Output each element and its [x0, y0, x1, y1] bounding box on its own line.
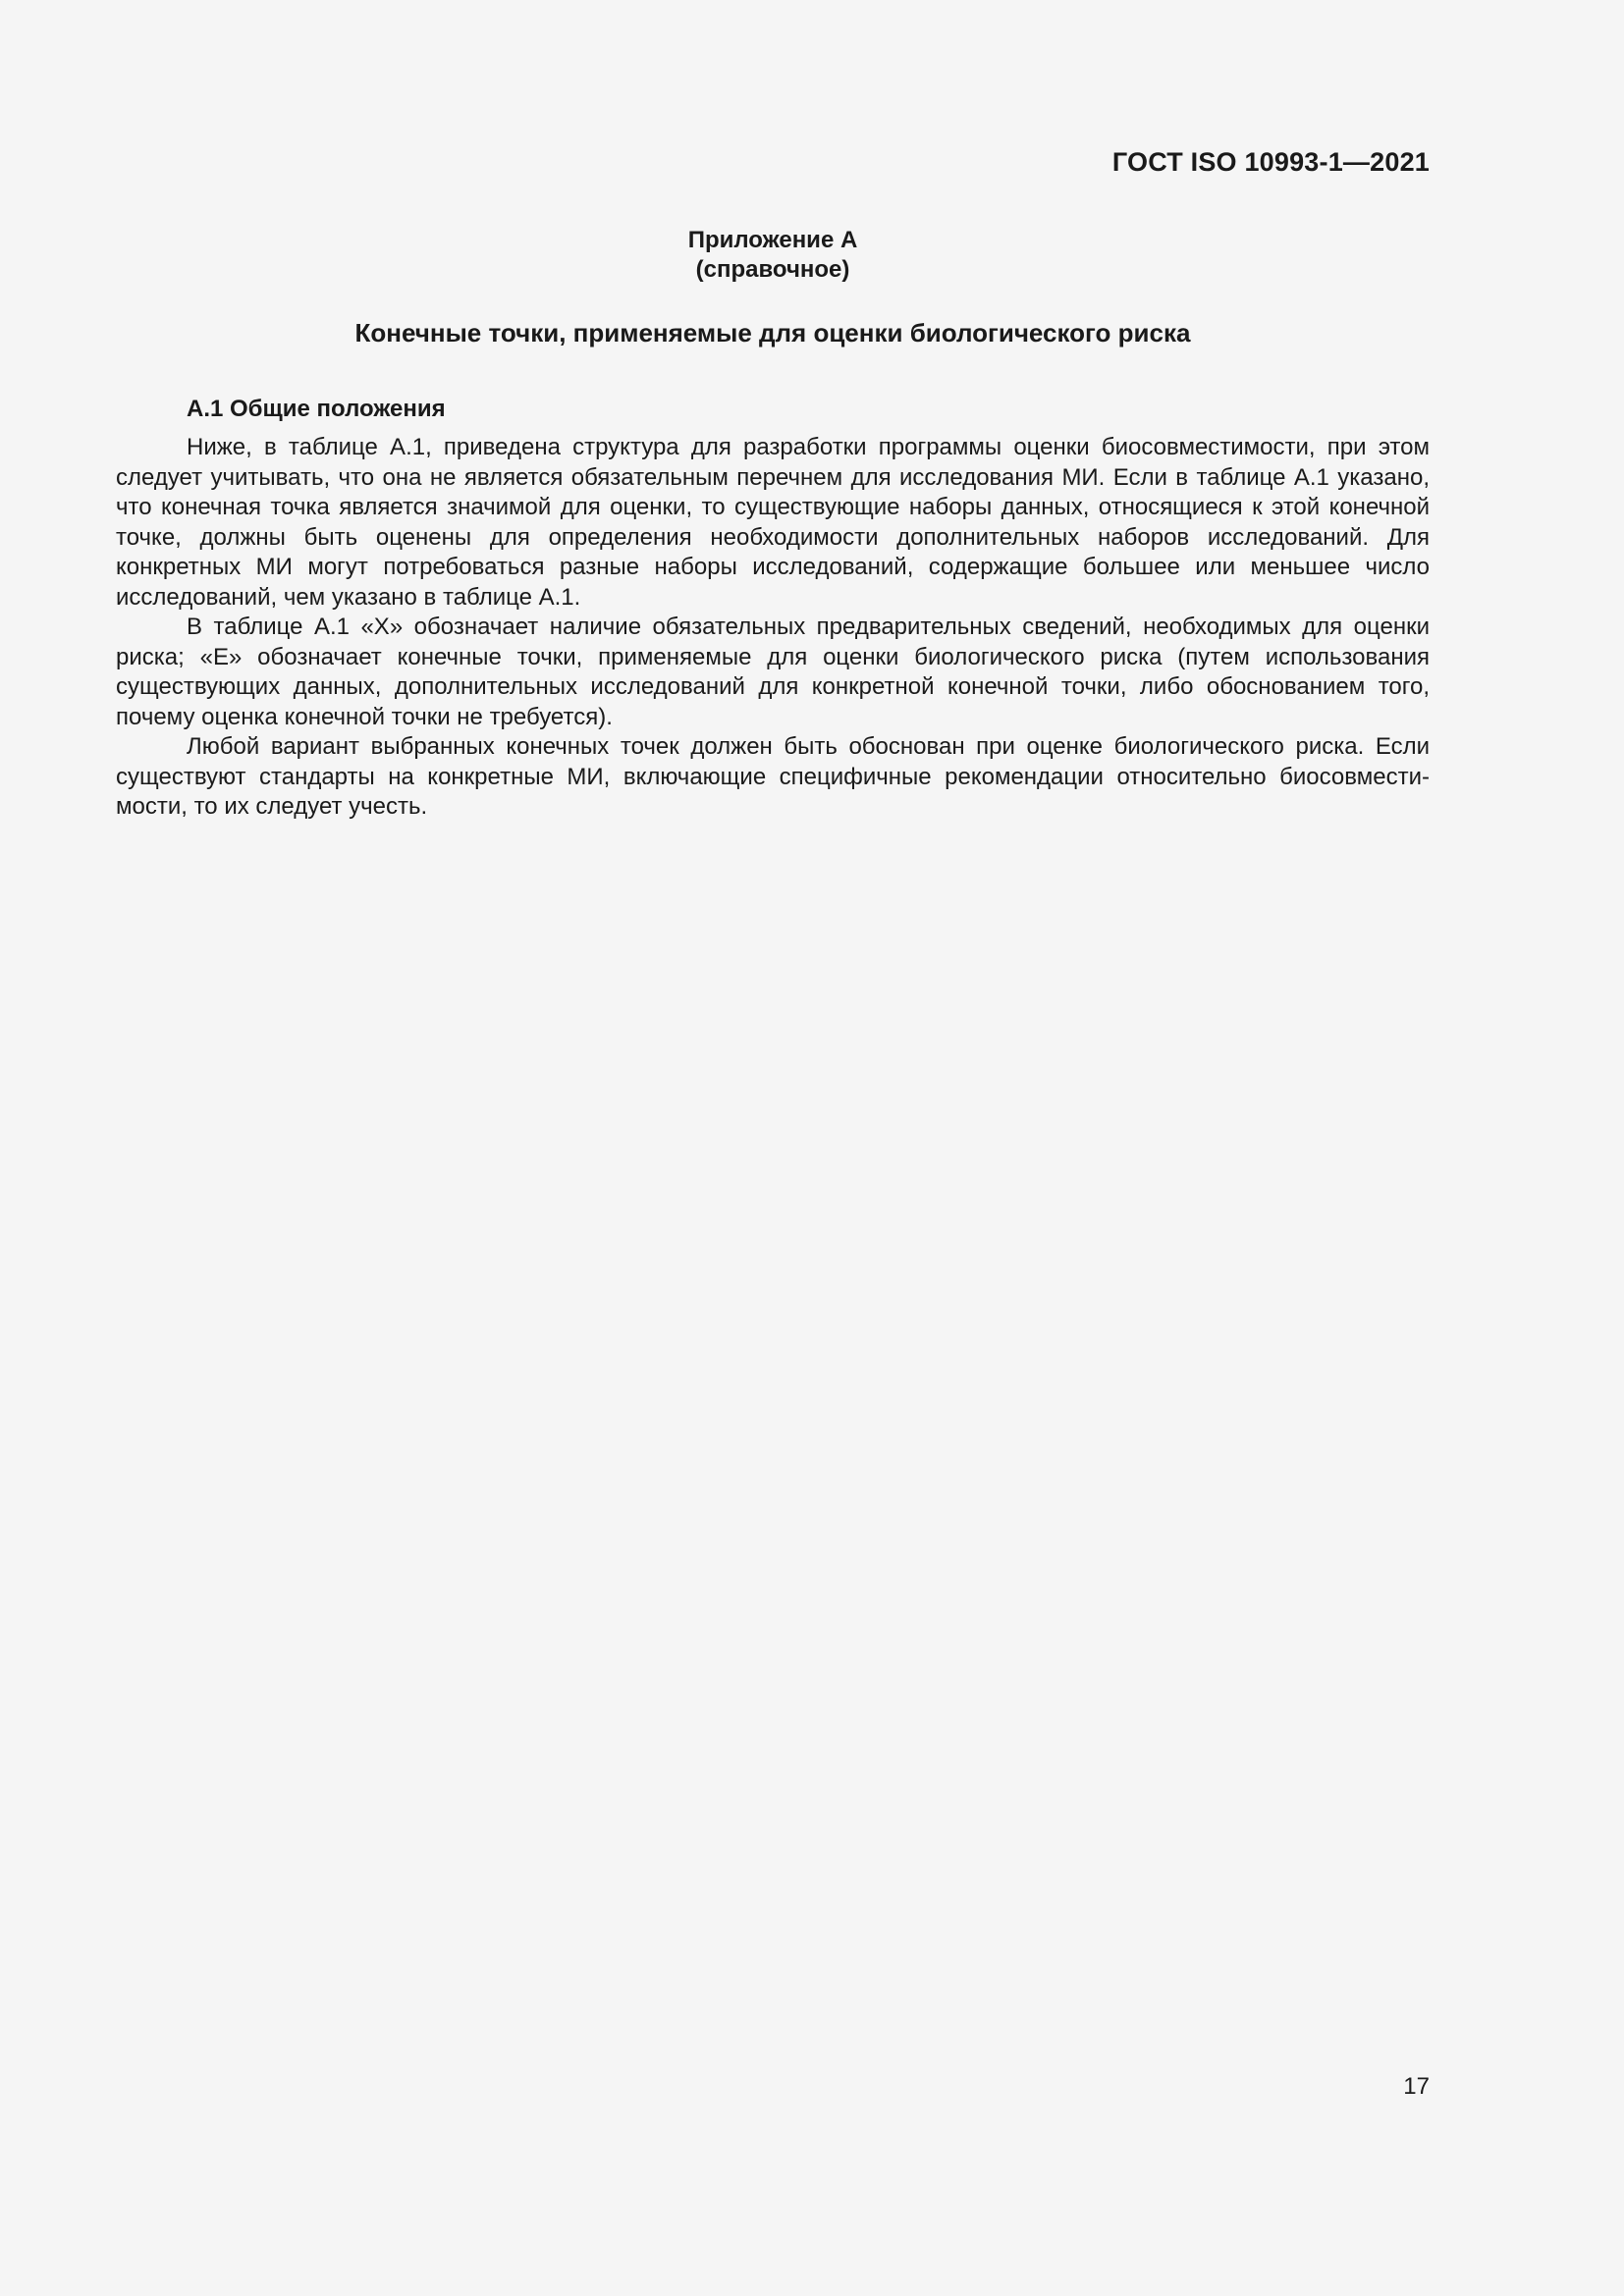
- page-number: 17: [1403, 2073, 1430, 2100]
- document-code: ГОСТ ISO 10993-1—2021: [1111, 147, 1430, 177]
- annex-title: Конечные точки, применяемые для оценки биологического риска: [354, 318, 1191, 347]
- paragraph: Любой вариант выбранных конечных точек должен быть обоснован при оценке биологического риска. Если существуют стандарты на конкретные МИ, включающие специфичные рекомендации относительно биосовместимости, то их следует учесть.: [116, 733, 1430, 820]
- paragraph: В таблице А.1 «Х» обозначает наличие обязательных предварительных сведений, необходимых для оценки риска; «Е» обозначает конечные точки, применяемые для оценки биологического риска (путем использования существующих данных, дополнительных исследований для конкретной конечной точки, либо обоснованием того, почему оценка конечной точки не требуется).: [116, 614, 1430, 730]
- section-heading: А.1 Общие положения: [187, 396, 446, 422]
- paragraph: Ниже, в таблице А.1, приведена структура для разработки программы оценки биосовместимости, при этом следует учитывать, что она не является обязательным перечнем для исследования МИ. Если в таблице А.1 указано, что конечная точка является значимой для оценки, то существующие наборы данных, относящиеся к этой конечной точке, должны быть оценены для определения необходимости дополнительных наборов исследований. Для конкретных МИ могут потребоваться разные наборы исследований, содержащие большее или меньшее число исследований, чем указано в таблице А.1.: [116, 434, 1430, 611]
- annex-header: [0, 226, 1545, 285]
- annex-label: Приложение А: [687, 227, 858, 253]
- annex-status: (справочное): [695, 256, 850, 283]
- section-body: [116, 433, 1430, 823]
